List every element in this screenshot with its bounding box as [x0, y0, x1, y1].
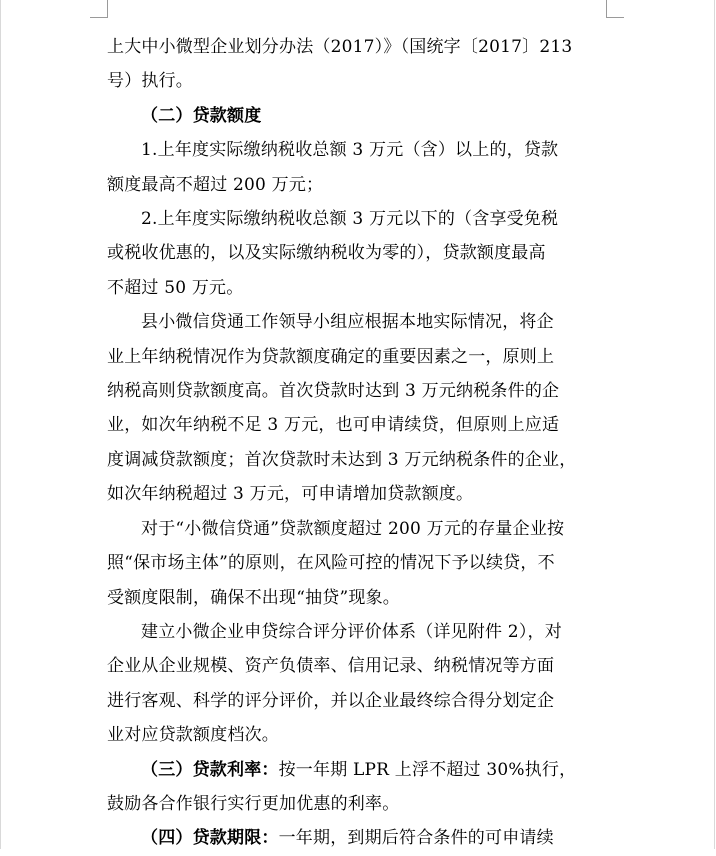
text-line: 对于“小微信贷通”贷款额度超过 200 万元的存量企业按 — [141, 518, 565, 539]
paragraph-existing-enterprises — [107, 512, 607, 615]
text-line — [107, 753, 607, 787]
text-line: 受额度限制，确保不出现“抽贷”现象。 — [107, 587, 400, 608]
paragraph-scoring-system — [107, 615, 607, 753]
section-loan-term — [107, 821, 607, 855]
text-line: 号）执行。 — [107, 71, 193, 92]
section-text: 一年期，到期后符合条件的可申请续 — [278, 828, 554, 849]
text-line: 度调减贷款额度；首次贷款时未达到 3 万元纳税条件的企业， — [107, 449, 577, 470]
text-line: 照“保市场主体”的原则，在风险可控的情况下予以续贷，不 — [107, 553, 555, 574]
section-heading-loan-amount — [107, 99, 607, 133]
top-left-margin-marker — [90, 0, 108, 18]
text-line: 业上年纳税情况作为贷款额度确定的重要因素之一，原则上 — [107, 346, 555, 367]
text-line: 业对应贷款额度档次。 — [107, 725, 279, 746]
text-line: 鼓励各合作银行实行更加优惠的利率。 — [107, 793, 400, 814]
text-line: 业，如次年纳税不足 3 万元，也可申请续贷，但原则上应适 — [107, 415, 560, 436]
section-heading: （四）贷款期限： — [141, 828, 279, 849]
text-line — [107, 821, 607, 855]
text-line: 额度最高不超过 200 万元； — [107, 174, 324, 195]
text-line: 如次年纳税超过 3 万元，可申请增加贷款额度。 — [107, 484, 474, 505]
top-right-margin-marker — [606, 0, 624, 18]
section-heading: （二）贷款额度 — [141, 105, 262, 126]
text-line: 企业从企业规模、资产负债率、信用记录、纳税情况等方面 — [107, 656, 555, 677]
text-line: 进行客观、科学的评分评价，并以企业最终综合得分划定企 — [107, 690, 555, 711]
text-line: 建立小微企业申贷综合评分评价体系（详见附件 2），对 — [141, 621, 562, 642]
paragraph-item-1 — [107, 133, 607, 202]
text-line: 县小微信贷通工作领导小组应根据本地实际情况，将企 — [141, 312, 554, 333]
paragraph-classification-standard — [107, 30, 607, 99]
document-body — [107, 30, 607, 856]
text-line: 或税收优惠的，以及实际缴纳税收为零的），贷款额度最高 — [107, 243, 546, 264]
section-text: 按一年期 LPR 上浮不超过 30%执行， — [278, 759, 577, 780]
paragraph-county-group — [107, 305, 607, 511]
text-line: 上大中小微型企业划分办法（2017）》（国统字〔2017〕213 — [107, 37, 573, 57]
text-line: 纳税高则贷款额度高。首次贷款时达到 3 万元纳税条件的企 — [107, 381, 560, 402]
section-heading: （三）贷款利率： — [141, 759, 279, 780]
text-line: 2.上年度实际缴纳税收总额 3 万元以下的（含享受免税 — [141, 209, 559, 230]
text-line: 1.上年度实际缴纳税收总额 3 万元（含）以上的，贷款 — [141, 140, 559, 161]
text-line: 不超过 50 万元。 — [107, 277, 244, 298]
paragraph-item-2 — [107, 202, 607, 305]
section-loan-rate — [107, 753, 607, 822]
